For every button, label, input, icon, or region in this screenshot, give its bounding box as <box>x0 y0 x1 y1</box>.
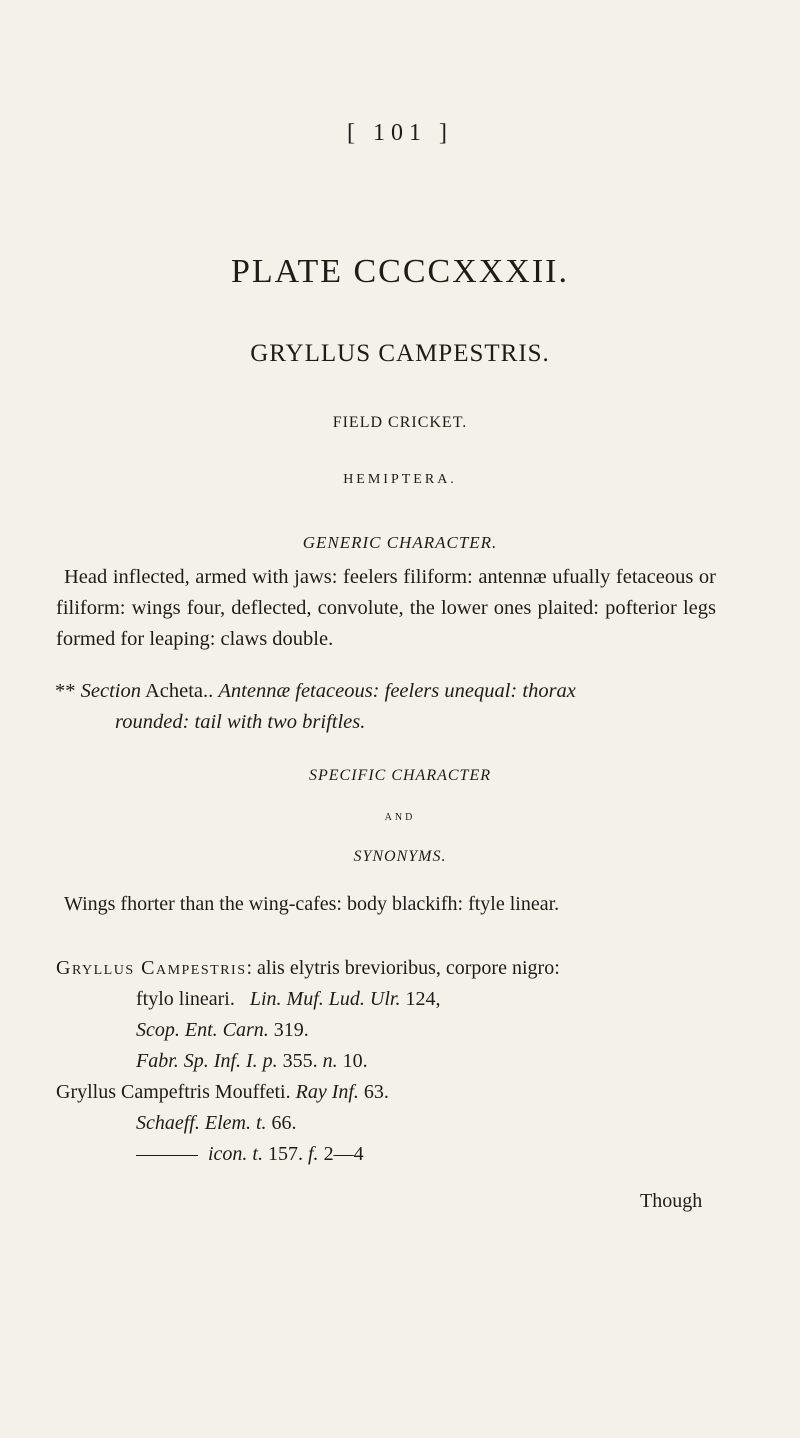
reference-num: 124, <box>400 988 441 1010</box>
reference-line <box>136 1143 364 1166</box>
reference-f: f. <box>303 1143 319 1165</box>
reference-name: Gryllus Campeftris Mouffeti. <box>56 1081 291 1103</box>
reference-text: : alis elytris brevioribus, corpore nigro: <box>246 957 560 979</box>
reference-line <box>136 1019 309 1042</box>
section-line1: Antennæ fetaceous: feelers unequal: thorax <box>218 680 576 702</box>
specific-heading: SPECIFIC CHARACTER <box>309 767 491 784</box>
reference-text: ftylo lineari. <box>136 988 235 1010</box>
reference-num: 63. <box>358 1081 389 1103</box>
common-name: FIELD CRICKET. <box>332 414 468 431</box>
section-label: Section <box>80 680 141 702</box>
plate-title: PLATE CCCCXXXII. <box>230 253 570 290</box>
reference-name: Gryllus Campestris <box>56 957 247 979</box>
and-word: AND <box>384 812 416 823</box>
reference-cite: Schaeff. Elem. t. <box>136 1112 267 1134</box>
synonyms-heading: SYNONYMS. <box>353 848 447 865</box>
generic-heading: GENERIC CHARACTER. <box>302 533 498 552</box>
section-marker: ** <box>55 680 81 702</box>
reference-num: 355. <box>277 1050 323 1072</box>
specific-description: Wings fhorter than the wing-cafes: body blackifh: ftyle linear. <box>64 893 560 915</box>
reference-cite: icon. t. <box>208 1143 263 1165</box>
reference-cite: Lin. Muf. Lud. Ulr. <box>249 988 401 1010</box>
catchword: Though <box>640 1190 703 1212</box>
order-name: HEMIPTERA. <box>343 472 457 487</box>
section-text <box>55 676 725 738</box>
section-name: Acheta.. <box>140 680 219 702</box>
generic-text: Head inflected, armed with jaws: feelers filiform: antennæ ufually fetaceous or filiform: wings four, deflected, convolute, the lower ones plaited: pofterior legs formed for leaping: claws double. <box>56 566 716 650</box>
reference-line <box>56 1081 389 1104</box>
reference-cite: Scop. Ent. Carn. <box>136 1019 269 1041</box>
reference-line <box>56 957 560 980</box>
page-number: [ 101 ] <box>347 120 453 146</box>
reference-line <box>136 1050 368 1073</box>
reference-num: 319. <box>268 1019 309 1041</box>
section-line2: rounded: tail with two briftles. <box>115 711 366 733</box>
reference-num: 10. <box>337 1050 368 1072</box>
reference-num: 2—4 <box>318 1143 364 1165</box>
reference-line <box>136 1112 297 1135</box>
reference-cite: Fabr. Sp. Inf. I. p. <box>136 1050 278 1072</box>
reference-num: 157. <box>263 1143 303 1165</box>
reference-line <box>136 988 440 1011</box>
reference-cite: Ray Inf. <box>290 1081 359 1103</box>
reference-num: 66. <box>266 1112 297 1134</box>
ditto-dash <box>136 1155 198 1156</box>
species-title: GRYLLUS CAMPESTRIS. <box>250 340 550 367</box>
reference-n: n. <box>322 1050 338 1072</box>
